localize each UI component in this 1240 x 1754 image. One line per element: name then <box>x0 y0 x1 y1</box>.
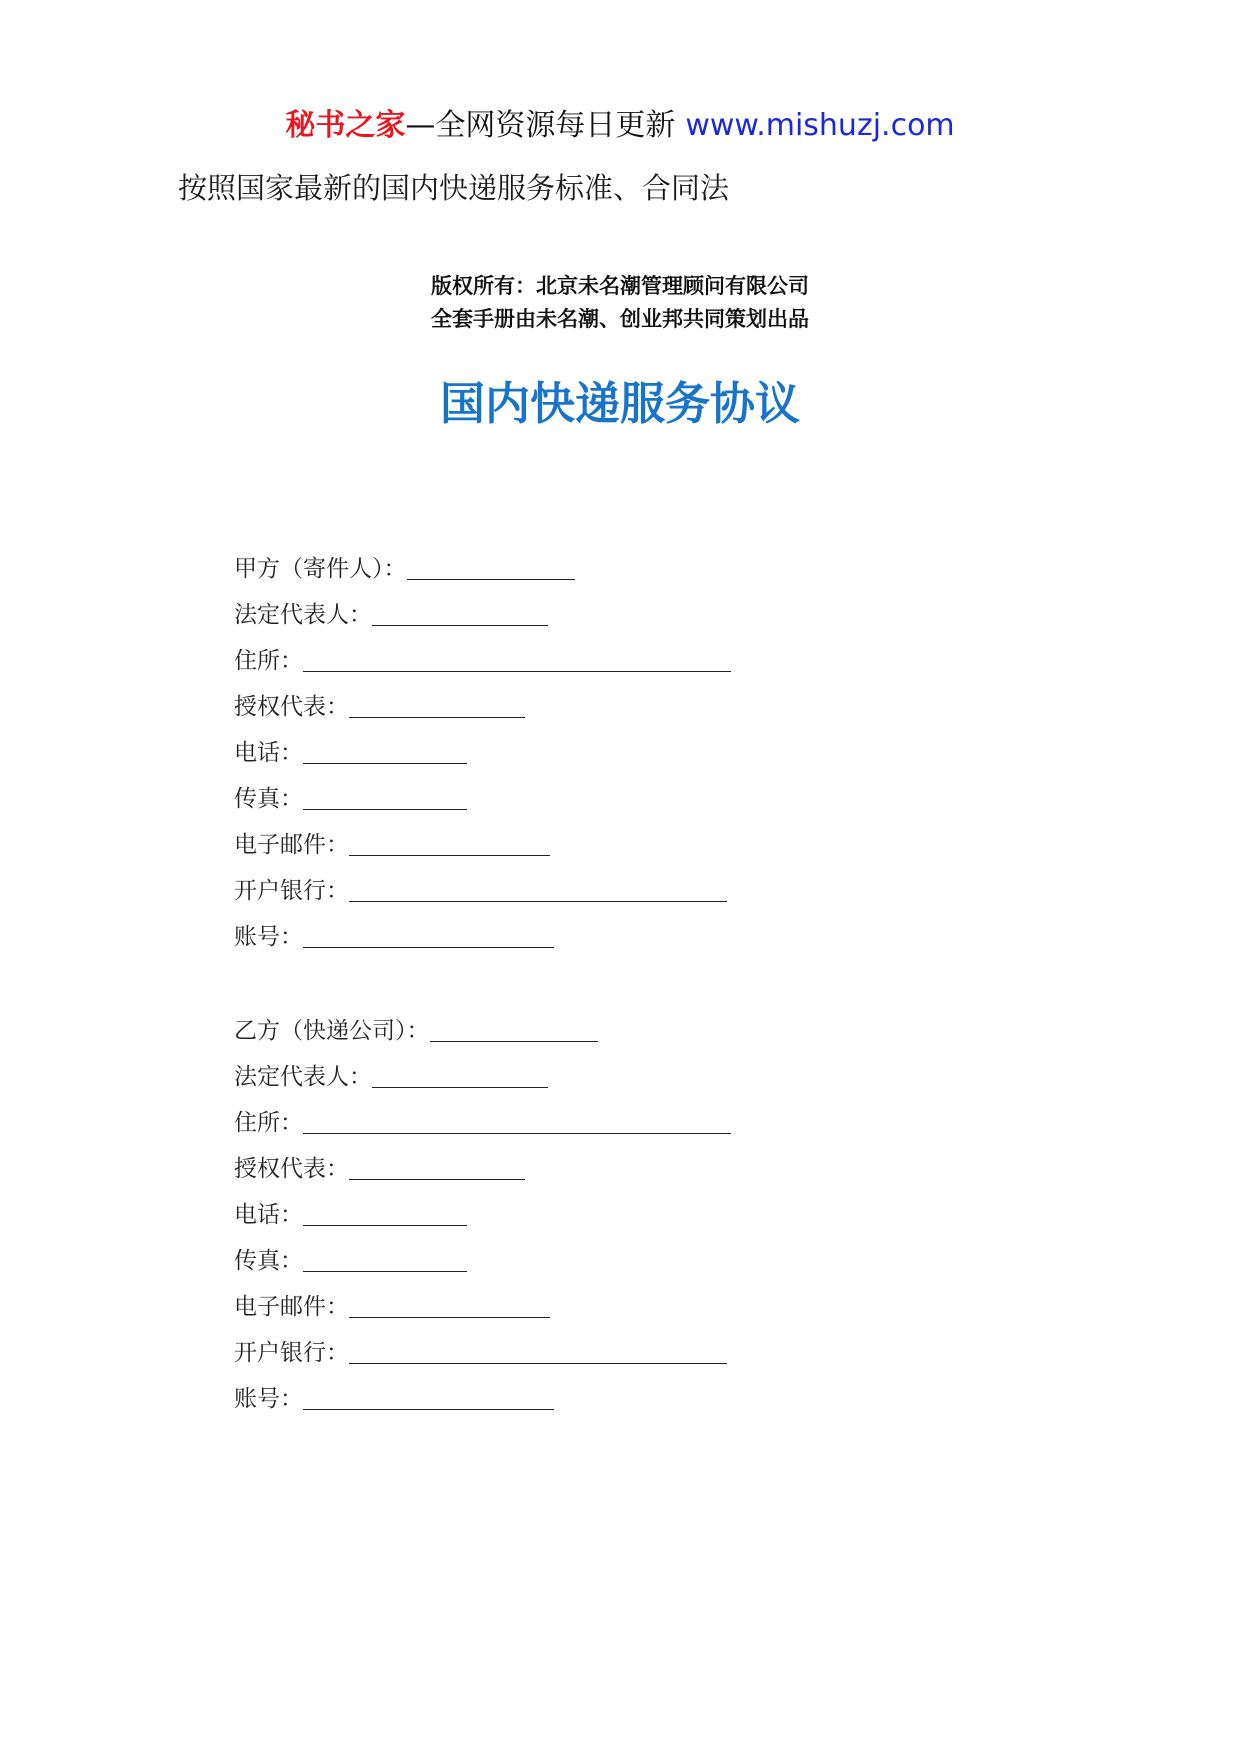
party-a-legal-rep-field <box>234 586 731 632</box>
brand-name: 秘书之家 <box>285 108 406 143</box>
field-label: 授权代表： <box>234 1156 349 1182</box>
field-label: 开户银行： <box>234 1340 349 1366</box>
party-b-account-field <box>234 1370 731 1416</box>
fill-blank[interactable] <box>349 829 550 856</box>
fill-blank[interactable] <box>349 1337 727 1364</box>
field-label: 传真： <box>234 786 303 812</box>
party-a-email-field <box>234 816 731 862</box>
field-label: 甲方（寄件人）： <box>234 556 407 582</box>
fill-blank[interactable] <box>372 599 548 626</box>
field-label: 法定代表人： <box>234 602 372 628</box>
party-a-phone-field <box>234 724 731 770</box>
field-label: 电话： <box>234 740 303 766</box>
party-a-bank-field <box>234 862 731 908</box>
field-label: 账号： <box>234 1386 303 1412</box>
field-label: 电子邮件： <box>234 832 349 858</box>
fill-blank[interactable] <box>372 1061 548 1088</box>
party-b-authorized-rep-field <box>234 1140 731 1186</box>
party-b-address-field <box>234 1094 731 1140</box>
field-label: 账号： <box>234 924 303 950</box>
party-b-phone-field <box>234 1186 731 1232</box>
brand-slogan: —全网资源每日更新 <box>405 108 676 143</box>
field-label: 电话： <box>234 1202 303 1228</box>
party-b-email-field <box>234 1278 731 1324</box>
fill-blank[interactable] <box>303 1245 467 1272</box>
field-label: 住所： <box>234 1110 303 1136</box>
field-label: 乙方（快递公司）： <box>234 1018 430 1044</box>
party-b-fax-field <box>234 1232 731 1278</box>
copyright-line-1: 版权所有：北京未名潮管理顾问有限公司 <box>431 274 809 298</box>
fill-blank[interactable] <box>303 783 467 810</box>
party-b-name-field <box>234 1002 731 1048</box>
field-label: 授权代表： <box>234 694 349 720</box>
party-b-bank-field <box>234 1324 731 1370</box>
fill-blank[interactable] <box>349 875 727 902</box>
party-a-fax-field <box>234 770 731 816</box>
fill-blank[interactable] <box>303 737 467 764</box>
party-a-account-field <box>234 908 731 954</box>
field-label: 开户银行： <box>234 878 349 904</box>
document-title: 国内快递服务协议 <box>439 377 800 430</box>
fill-blank[interactable] <box>303 1199 467 1226</box>
site-banner <box>0 98 1240 154</box>
party-a-section <box>234 540 731 954</box>
party-a-name-field <box>234 540 731 586</box>
party-b-section <box>234 1002 731 1416</box>
intro-line: 按照国家最新的国内快递服务标准、合同法 <box>178 171 730 205</box>
copyright-line-2: 全套手册由未名潮、创业邦共同策划出品 <box>431 307 809 331</box>
party-a-authorized-rep-field <box>234 678 731 724</box>
party-a-address-field <box>234 632 731 678</box>
fill-blank[interactable] <box>407 553 575 580</box>
party-b-legal-rep-field <box>234 1048 731 1094</box>
field-label: 住所： <box>234 648 303 674</box>
fill-blank[interactable] <box>303 1383 554 1410</box>
fill-blank[interactable] <box>430 1015 598 1042</box>
field-label: 电子邮件： <box>234 1294 349 1320</box>
field-label: 法定代表人： <box>234 1064 372 1090</box>
field-label: 传真： <box>234 1248 303 1274</box>
fill-blank[interactable] <box>349 691 525 718</box>
fill-blank[interactable] <box>303 645 731 672</box>
fill-blank[interactable] <box>349 1153 525 1180</box>
site-url-link[interactable]: www.mishuzj.com <box>685 108 955 143</box>
fill-blank[interactable] <box>349 1291 550 1318</box>
fill-blank[interactable] <box>303 1107 731 1134</box>
fill-blank[interactable] <box>303 921 554 948</box>
